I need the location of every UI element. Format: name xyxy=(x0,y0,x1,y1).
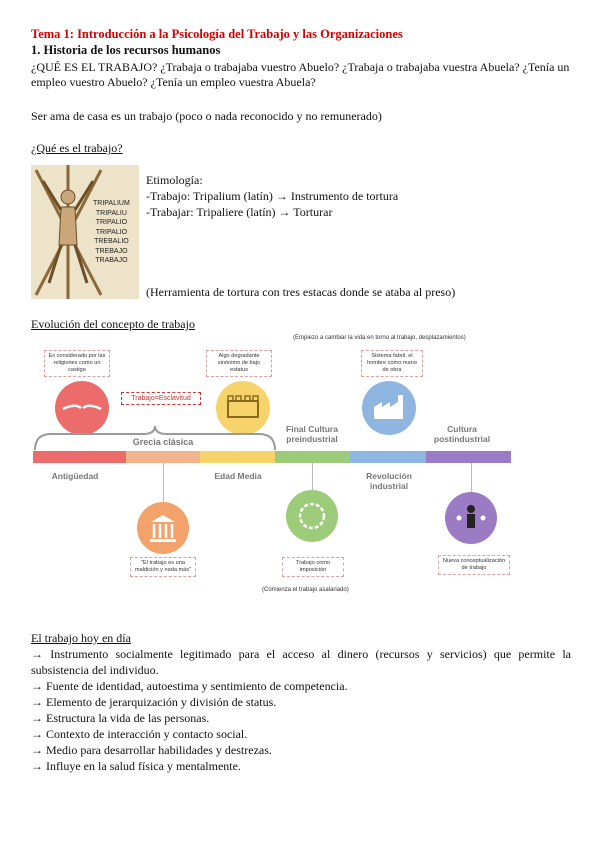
today-item: → Instrumento socialmente legitimado para el acceso al dinero (recursos y servicios) que permite la subsistencia del individuo. xyxy=(31,647,571,677)
timeline-segment-antiguedad xyxy=(33,451,126,463)
today-heading: El trabajo hoy en día xyxy=(31,631,131,645)
etymology-line-2: -Trabajar: Tripaliere (latín) → Torturar xyxy=(146,205,333,219)
timeline-top-note: (Empiezo a cambiar la vida en torno al trabajo, desplazamientos) xyxy=(293,335,466,341)
label-antiguedad: Antigüedad xyxy=(51,471,99,481)
timeline-segment-preindustrial xyxy=(275,451,350,463)
timeline-segment-edad-media xyxy=(200,451,275,463)
tripalium-word-list xyxy=(93,199,130,266)
today-list xyxy=(31,646,571,774)
tripalium-box: Trabajo=Esclavitud xyxy=(121,392,201,405)
connector-line xyxy=(312,463,313,491)
note-factory: Sistema fabril, el hombre como mano de obra xyxy=(361,350,423,377)
person-network-icon xyxy=(445,492,497,544)
greek-circle xyxy=(137,502,189,554)
label-revolucion: Revolución industrial xyxy=(366,471,412,491)
temple-icon xyxy=(137,502,189,554)
preindustrial-circle xyxy=(286,490,338,542)
tripalium-word: TRIPALIO xyxy=(95,228,128,236)
timeline-segment-postindustrial xyxy=(426,451,511,463)
wreath-icon xyxy=(286,490,338,542)
intro-question: ¿QUÉ ES EL TRABAJO? ¿Trabaja o trabajaba vuestro Abuelo? ¿Trabaja o trabajaba vuestra Abuela? ¿Tenía un empleo vuestro Abuelo? ¿Tenía un empleo vuestra Abuela? xyxy=(31,60,570,89)
today-item: → Estructura la vida de las personas. xyxy=(31,711,210,725)
timeline-segment-revolucion xyxy=(350,451,426,463)
note-imposition: Trabajo como imposición xyxy=(282,557,344,577)
etymology-caption: (Herramienta de tortura con tres estacas donde se ataba al preso) xyxy=(146,285,456,299)
today-item: → Elemento de jerarquización y división de status. xyxy=(31,695,277,709)
tripalium-illustration xyxy=(31,165,139,299)
document-title: Tema 1: Introducción a la Psicología del Trabajo y las Organizaciones xyxy=(31,27,403,41)
note-newconcept: Nueva conceptualización de trabajo xyxy=(438,555,510,575)
note-degrading: Algo degradante sinónimo de bajo estatus xyxy=(206,350,272,377)
note-religions: Es considerado por las religiones como un castigo xyxy=(44,350,110,377)
note-salaried: (Comienza el trabajo asalariado) xyxy=(262,587,349,593)
tripalium-word: TREBALIO xyxy=(94,238,129,245)
postindustrial-circle xyxy=(445,492,497,544)
housewife-line: Ser ama de casa es un trabajo (poco o nada reconocido y no remunerado) xyxy=(31,109,382,123)
connector-line xyxy=(163,463,164,503)
brace-label: Grecia clásica xyxy=(132,437,194,447)
today-item: → Contexto de interacción y contacto social. xyxy=(31,727,248,741)
etymology-line-1: -Trabajo: Tripalium (latín) → Instrumento de tortura xyxy=(146,189,399,203)
section-heading: 1. Historia de los recursos humanos xyxy=(31,43,221,57)
label-cultura-post: Cultura postindustrial xyxy=(433,424,491,444)
note-malediction: "El trabajo es una maldición y nada más" xyxy=(130,557,196,577)
today-item: → Influye en la salud física y mentalmente. xyxy=(31,759,241,773)
factory-icon xyxy=(362,381,416,435)
label-final-cultura: Final Cultura preindustrial xyxy=(286,424,338,444)
label-edad-media: Edad Media xyxy=(214,471,262,481)
tripalium-word: TREBAJO xyxy=(95,247,128,255)
evolution-heading: Evolución del concepto de trabajo xyxy=(31,317,195,331)
tripalium-word: TRIPALIU xyxy=(95,209,127,217)
connector-line xyxy=(471,463,472,493)
timeline-segment-grecia xyxy=(126,451,200,463)
tripalium-word: TRIPALIUM xyxy=(93,200,130,207)
today-item: → Medio para desarrollar habilidades y destrezas. xyxy=(31,743,272,757)
today-item: → Fuente de identidad, autoestima y sentimiento de competencia. xyxy=(31,679,348,693)
tripalium-word: TRIPALIO xyxy=(95,219,128,226)
etymology-label: Etimología: xyxy=(146,173,203,187)
what-is-work-heading: ¿Qué es el trabajo? xyxy=(31,141,123,155)
tripalium-word: TRABAJO xyxy=(95,257,128,264)
industrial-circle xyxy=(362,381,416,435)
